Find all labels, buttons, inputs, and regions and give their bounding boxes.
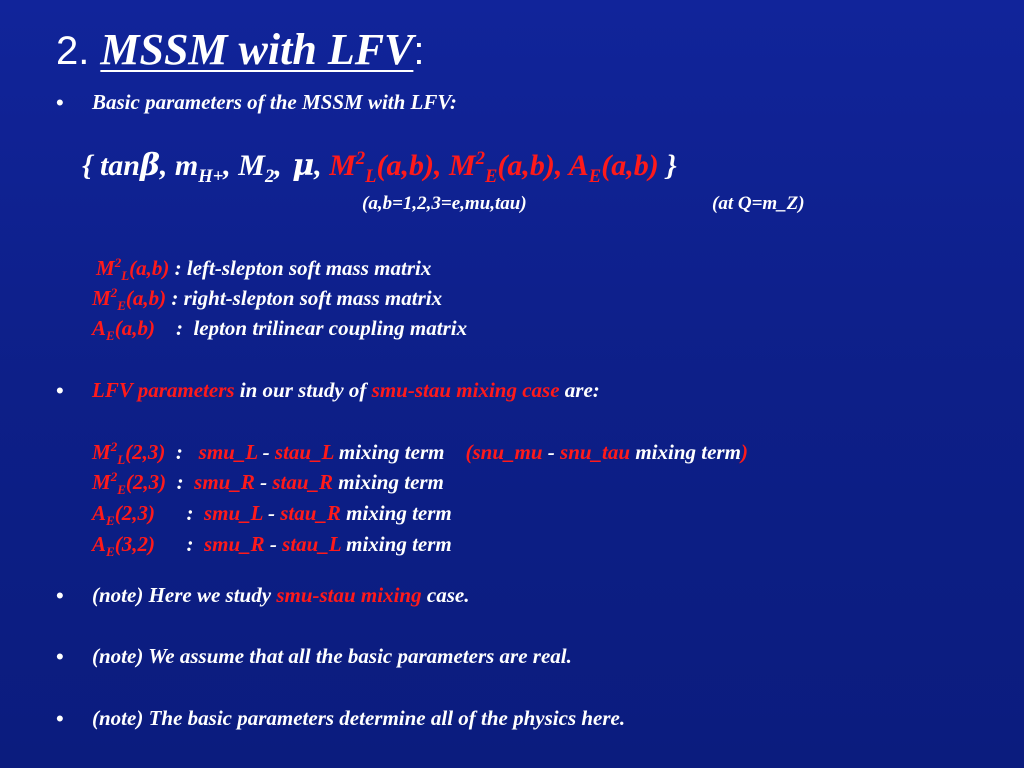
beta-symbol: β — [139, 148, 160, 183]
lfv-term-row: $M^2_E(2,3)$ : smu_R - stau_R mixing term — [92, 469, 444, 498]
basic-params-heading: Basic parameters of the MSSM with LFV: — [92, 90, 457, 114]
title-text: MSSM with LFV — [100, 25, 414, 74]
lfv-term-row: $M^2_L(2,3)$ : smu_L - stau_L mixing term (snu_mu - snu_tau mixing term) — [92, 439, 748, 468]
bullet-dot: • — [56, 583, 64, 608]
definition-row: $M^2_E(a,b)$ : right-slepton soft mass matrix — [92, 285, 443, 314]
title-colon: : — [413, 29, 425, 73]
bullet-dot: • — [56, 90, 64, 115]
definition-row: $A_E(a,b)$ : lepton trilinear coupling matrix — [92, 316, 468, 344]
note-line: (note) Here we study smu-stau mixing case. — [92, 583, 470, 607]
parameter-set: { tanβ, $m_{H+}$, $M_2$, μ, $M^2_L(a,b)$, $M^2_E(a,b)$, $A_E(a,b)$ } — [82, 148, 677, 187]
note-line: (note) The basic parameters determine all of the physics here. — [92, 706, 626, 730]
lfv-term-row: $A_E(3,2)$ : smu_R - stau_L mixing term — [92, 532, 452, 560]
note-line: (note) We assume that all the basic parameters are real. — [92, 644, 572, 668]
bullet-dot: • — [56, 378, 64, 403]
title-number: 2. — [56, 29, 90, 73]
index-note: (a,b=1,2,3=e,mu,tau) — [362, 193, 527, 214]
mu-symbol: μ — [281, 148, 315, 183]
slide-title — [56, 22, 425, 79]
definition-row: $M^2_L(a,b)$ : left-slepton soft mass matrix — [96, 255, 432, 284]
bullet-dot: • — [56, 706, 64, 731]
bullet-dot: • — [56, 644, 64, 669]
lfv-parameters-line: LFV parameters in our study of smu-stau mixing case are: — [92, 378, 600, 402]
lfv-term-row: $A_E(2,3)$ : smu_L - stau_R mixing term — [92, 501, 452, 529]
scale-note: (at Q=m_Z) — [712, 193, 805, 214]
